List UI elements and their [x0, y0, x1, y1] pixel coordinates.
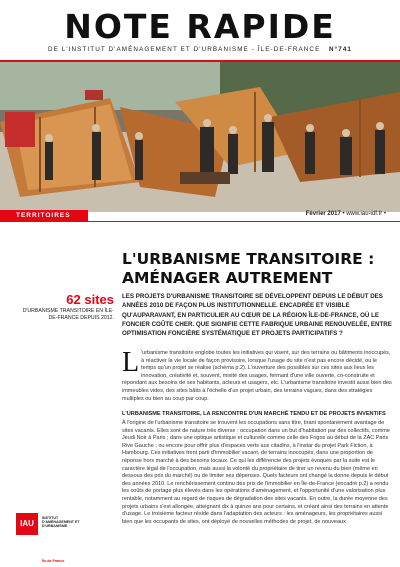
issue-number: N°741: [328, 46, 353, 53]
section-subheading: L'URBANISME TRANSITOIRE, LA RENCONTRE D'UN MARCHÉ TENDU ET DE PROJETS INVENTIFS: [122, 411, 386, 417]
section-bar: [0, 210, 400, 222]
body-paragraph: [122, 420, 392, 526]
section-rule: [88, 221, 400, 222]
body-text: À l'origine de l'urbanisme transitoire se trouvent les occupations sans titre, tirant spontanément avantage de sites vacants. Elles sont de nature très diverse : occupation dans un but d'habitation par des collectifs, comme Jeudi Noir à Paris ; dans une optique artistique et culturelle comme celle des Frigos au début de la ZAC Paris Rive Gauche ; ou encore pour offrir plus d'espaces verts aux citadins, à l'instar du projet Park Fiction, à Hambourg. Ces initiatives trent parti d'immobilier vacant, de terrains inoccupés, dans une proportion de réponse hors marché à des besoins locaux. Ce qui les différencie des projets évoqués par la suite est le caractère légal de l'occupation, mais aussi la volonté du propriétaire de tirer un revenu du bien (même en dessous des prix du marché) ou de limiter ses dépenses. Quels facteurs ont changé la donne depuis le début des années 2010. Le renchérissement continu des prix de l'immobilier en Île-de-France (encadré p.2) a rendu les coûts de portage plus élevés dans les opérations d'aménagement, et l'opportunité d'une valorisation plus rentable, notamment au regard de risques de dégradation des sites vacants. En outre, la durée moyenne des projets urbains s'est allongée, atteignant dix à quinze ans pour certains, et créant ainsi des terrains en attente d'usage. Le troisième facteur réside dans l'adaptation des acteurs : les aménageurs, les propriétaires aussi bien que les occupants de sites, ont déployé de nouvelles méthodes de projet, de nouveaux: [122, 420, 390, 525]
intro-text: 'urbanisme transitoire englobe toutes les initiatives qui visent, sur des terrains ou bâtiments inoccupés, à réactiver la vie locale de façon provisoire, lorsque l'usage du site n'est pas encore décidé, ou le temps qu'un projet se réalise (schéma p.2). L'ouverture des possibles sur ces sites aux lieux les innovation, créativité et, souvent, mixité des usages, fermant d'une ville ouverte, co-construite et répondant aux besoins de ses habitants, acteurs et usagers, etc. L'urbanisme transitoire investit aussi bien des immeubles vides, des sites bâtis à l'échelle d'un projet urbain, des terrains vagues, dans des stratégies multiples ou bien au coup par coup.: [122, 350, 392, 402]
sidebar-stat: 62 sites: [66, 292, 114, 307]
sidebar-caption: D'URBANISME TRANSITOIRE EN ÎLE-DE-FRANCE DEPUIS 2012.: [22, 308, 114, 321]
headline-line-1: L'URBANISME TRANSITOIRE :: [122, 250, 375, 268]
article-headline: [122, 250, 392, 288]
headline-line-2: AMÉNAGER AUTREMENT: [122, 269, 333, 287]
publication-title: NOTE RAPIDE: [64, 7, 336, 46]
publisher-line: DE L'INSTITUT D'AMÉNAGEMENT ET D'URBANISME - ÎLE-DE-FRANCE: [47, 46, 321, 53]
section-tag: TERRITOIRES: [0, 210, 88, 222]
logo-mark: IAU: [16, 513, 38, 535]
article-standfirst: LES PROJETS D'URBANISME TRANSITOIRE SE DÉVELOPPENT DEPUIS LE DÉBUT DES ANNÉES 2010 DE FAÇON PLUS INSTITUTIONNELLE. ENCADRÉE ET VISIBLE QU'AUPARAVANT, EN PARTICULIER AU CŒUR DE LA RÉGION ÎLE-DE-FRANCE, OÙ LE FONCIER COÛTE CHER. QUE SIGNIFIE CETTE FABRIQUE URBAINE RENOUVELÉE, ENTRE OPTIMISATION FONCIÈRE SYSTÉMATIQUE ET PROJETS PARTICIPATIFS ?: [122, 293, 392, 338]
intro-paragraph: [122, 347, 392, 403]
drop-cap: L: [122, 347, 140, 378]
logo-name: INSTITUT D'AMÉNAGEMENT ET D'URBANISME: [42, 516, 80, 529]
masthead-title-block: [0, 7, 400, 46]
iau-logo: [16, 513, 80, 563]
website-link[interactable]: • www.iau-idf.fr •: [342, 211, 386, 217]
date-text: Février 2017: [305, 211, 341, 217]
publication-subtitle: [0, 46, 400, 53]
cover-photo-illustration: [0, 62, 400, 212]
issue-date: [306, 211, 386, 217]
cover-photo: [0, 62, 400, 212]
logo-region: Île-de-France: [42, 559, 65, 563]
